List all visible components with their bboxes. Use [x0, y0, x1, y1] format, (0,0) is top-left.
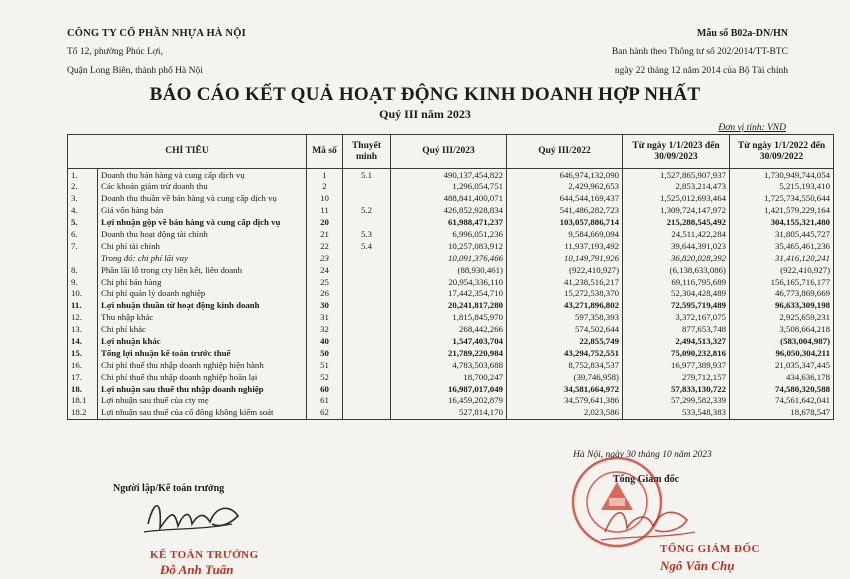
row-note: 5.1: [343, 169, 391, 181]
row-q3-2023: 4,783,503,688: [391, 359, 507, 371]
row-number: 3.: [68, 193, 98, 205]
row-number: 4.: [68, 205, 98, 217]
chief-accountant-stamp: KẾ TOÁN TRƯỞNG: [150, 549, 259, 561]
row-item: Chi phí bán hàng: [98, 276, 307, 288]
table-row: [68, 383, 834, 395]
row-ytd-2023: 3,372,167,075: [623, 312, 730, 324]
row-q3-2022: 9,584,669,094: [507, 228, 623, 240]
row-note: [343, 395, 391, 407]
row-q3-2023: 20,241,817,280: [391, 300, 507, 312]
row-ytd-2023: 16,977,389,937: [623, 359, 730, 371]
row-item: Phần lãi lỗ trong cty liên kết, liên doanh: [98, 264, 307, 276]
table-row: [68, 347, 834, 359]
row-q3-2022: 574,502,644: [507, 324, 623, 336]
row-code: 52: [307, 371, 343, 383]
row-code: 23: [307, 252, 343, 264]
row-number: 7.: [68, 240, 98, 252]
row-q3-2022: 8,752,834,537: [507, 359, 623, 371]
row-item: Các khoản giảm trừ doanh thu: [98, 181, 307, 193]
row-ytd-2022: 35,465,461,236: [730, 240, 834, 252]
col-header-ytd-2023: Từ ngày 1/1/2023 đến 30/09/2023: [623, 135, 730, 169]
currency-unit: Đơn vị tính: VND: [718, 123, 786, 133]
row-ytd-2022: (922,410,927): [730, 264, 834, 276]
row-code: 22: [307, 240, 343, 252]
row-code: 2: [307, 181, 343, 193]
row-q3-2022: 2,429,962,653: [507, 181, 623, 193]
report-title: BÁO CÁO KẾT QUẢ HOẠT ĐỘNG KINH DOANH HỢP NHẤT: [149, 84, 701, 105]
row-ytd-2022: 5,215,193,410: [730, 181, 834, 193]
row-code: 24: [307, 264, 343, 276]
row-note: 5.4: [343, 240, 391, 252]
row-ytd-2023: 57,833,130,722: [623, 383, 730, 395]
row-ytd-2022: 31,416,120,241: [730, 252, 834, 264]
row-q3-2022: 41,238,516,217: [507, 276, 623, 288]
row-code: 51: [307, 359, 343, 371]
table-row: [68, 228, 834, 240]
row-ytd-2022: 74,561,642,041: [730, 395, 834, 407]
row-ytd-2022: 96,633,309,198: [730, 300, 834, 312]
row-q3-2023: 61,988,471,237: [391, 217, 507, 229]
director-signature: [595, 498, 705, 546]
director-title: Tổng Giám đốc: [613, 474, 680, 485]
row-q3-2023: 1,815,845,970: [391, 312, 507, 324]
row-q3-2023: 1,296,054,751: [391, 181, 507, 193]
row-note: [343, 252, 391, 264]
row-q3-2023: 1,547,403,704: [391, 335, 507, 347]
row-q3-2023: 16,987,017,049: [391, 383, 507, 395]
row-q3-2023: 16,459,202,879: [391, 395, 507, 407]
row-note: [343, 276, 391, 288]
row-ytd-2023: 36,820,028,392: [623, 252, 730, 264]
col-header-item: CHỈ TIÊU: [68, 135, 307, 169]
row-item: Lợi nhuận sau thuế của cổ đông không kiểm soát: [98, 407, 307, 419]
row-item: Chi phí thuế thu nhập doanh nghiệp hoãn lại: [98, 371, 307, 383]
row-code: 32: [307, 324, 343, 336]
row-q3-2023: 17,442,354,710: [391, 288, 507, 300]
row-ytd-2023: 72,595,719,489: [623, 300, 730, 312]
table-row: [68, 312, 834, 324]
row-note: [343, 217, 391, 229]
row-ytd-2023: (6,138,633,086): [623, 264, 730, 276]
row-code: 10: [307, 193, 343, 205]
row-note: [343, 359, 391, 371]
row-code: 30: [307, 300, 343, 312]
table-row: [68, 169, 834, 181]
row-ytd-2023: 69,116,795,689: [623, 276, 730, 288]
row-ytd-2023: 1,309,724,147,972: [623, 205, 730, 217]
form-issued-line2: ngày 22 tháng 12 năm 2014 của Bộ Tài chính: [614, 66, 788, 76]
row-q3-2022: 10,149,791,926: [507, 252, 623, 264]
row-ytd-2022: 21,035,347,445: [730, 359, 834, 371]
row-note: 5.2: [343, 205, 391, 217]
row-ytd-2022: 156,165,716,177: [730, 276, 834, 288]
row-number: 16.: [68, 359, 98, 371]
chief-accountant-name: Đỗ Anh Tuấn: [160, 562, 234, 577]
row-q3-2022: 34,579,641,386: [507, 395, 623, 407]
row-code: 60: [307, 383, 343, 395]
row-item: Doanh thu bán hàng và cung cấp dịch vụ: [98, 169, 307, 181]
row-ytd-2023: 1,527,865,907,937: [623, 169, 730, 181]
place-date: Hà Nội, ngày 30 tháng 10 năm 2023: [573, 450, 712, 460]
table-row: [68, 252, 834, 264]
row-ytd-2022: 1,421,579,229,164: [730, 205, 834, 217]
row-q3-2022: 43,294,752,551: [507, 347, 623, 359]
col-header-note: Thuyết minh: [343, 135, 391, 169]
form-number: Mẫu số B02a-DN/HN: [696, 28, 788, 39]
row-note: [343, 193, 391, 205]
row-ytd-2022: (583,004,987): [730, 335, 834, 347]
row-ytd-2023: 877,653,748: [623, 324, 730, 336]
row-number: 1.: [68, 169, 98, 181]
row-code: 1: [307, 169, 343, 181]
row-note: [343, 300, 391, 312]
table-row: [68, 359, 834, 371]
row-ytd-2022: 3,508,664,218: [730, 324, 834, 336]
row-item: Chi phí khác: [98, 324, 307, 336]
row-note: [343, 324, 391, 336]
row-number: 18.2: [68, 407, 98, 419]
row-q3-2023: 10,091,376,466: [391, 252, 507, 264]
row-note: [343, 407, 391, 419]
row-number: 17.: [68, 371, 98, 383]
company-address-line2: Quận Long Biên, thành phố Hà Nội: [67, 66, 203, 76]
row-note: [343, 335, 391, 347]
row-ytd-2023: 24,511,422,284: [623, 228, 730, 240]
row-number: 2.: [68, 181, 98, 193]
table-row: [68, 193, 834, 205]
row-number: 14.: [68, 335, 98, 347]
row-q3-2023: 488,841,400,071: [391, 193, 507, 205]
form-issued-line1: Ban hành theo Thông tư số 202/2014/TT-BTC: [611, 47, 788, 57]
table-row: [68, 300, 834, 312]
row-q3-2022: 646,974,132,090: [507, 169, 623, 181]
row-number: 15.: [68, 347, 98, 359]
row-code: 11: [307, 205, 343, 217]
row-ytd-2023: 533,548,383: [623, 407, 730, 419]
row-q3-2022: 22,855,749: [507, 335, 623, 347]
row-q3-2023: 490,137,454,822: [391, 169, 507, 181]
row-code: 20: [307, 217, 343, 229]
row-code: 40: [307, 335, 343, 347]
row-ytd-2022: 74,580,320,588: [730, 383, 834, 395]
row-ytd-2022: 46,773,869,669: [730, 288, 834, 300]
row-q3-2023: (88,930,461): [391, 264, 507, 276]
row-ytd-2023: 2,853,214,473: [623, 181, 730, 193]
row-q3-2023: 6,996,051,236: [391, 228, 507, 240]
row-q3-2023: 268,442,266: [391, 324, 507, 336]
row-item: Doanh thu hoạt động tài chính: [98, 228, 307, 240]
row-item: Lợi nhuận khác: [98, 335, 307, 347]
row-number: 10.: [68, 288, 98, 300]
row-q3-2023: 18,700,247: [391, 371, 507, 383]
row-q3-2022: 11,937,193,492: [507, 240, 623, 252]
row-q3-2022: 34,581,664,972: [507, 383, 623, 395]
row-item: Trong đó: chi phí lãi vay: [98, 252, 307, 264]
table-row: [68, 407, 834, 419]
row-number: 6.: [68, 228, 98, 240]
row-ytd-2022: 18,678,547: [730, 407, 834, 419]
col-header-q3-2022: Quý III/2022: [507, 135, 623, 169]
row-ytd-2023: 215,288,545,492: [623, 217, 730, 229]
row-q3-2022: (39,746,958): [507, 371, 623, 383]
table-row: [68, 288, 834, 300]
row-q3-2022: 541,486,282,723: [507, 205, 623, 217]
row-code: 31: [307, 312, 343, 324]
row-code: 21: [307, 228, 343, 240]
row-ytd-2022: 1,730,949,744,054: [730, 169, 834, 181]
preparer-title: Người lập/Kế toán trưởng: [113, 483, 225, 494]
row-q3-2022: 644,544,169,437: [507, 193, 623, 205]
row-ytd-2023: 2,494,513,327: [623, 335, 730, 347]
row-code: 61: [307, 395, 343, 407]
director-name: Ngô Văn Chụ: [660, 558, 735, 573]
col-header-ytd-2022: Từ ngày 1/1/2022 đến 30/09/2022: [730, 135, 834, 169]
row-q3-2022: 15,272,538,370: [507, 288, 623, 300]
row-code: 26: [307, 288, 343, 300]
row-code: 25: [307, 276, 343, 288]
table-row: [68, 240, 834, 252]
income-statement-table: [67, 134, 834, 420]
table-row: [68, 181, 834, 193]
row-q3-2023: 426,852,928,834: [391, 205, 507, 217]
table-header-row: [68, 135, 834, 169]
row-item: Giá vốn hàng bán: [98, 205, 307, 217]
table-row: [68, 371, 834, 383]
row-ytd-2022: 1,725,734,550,644: [730, 193, 834, 205]
table-row: [68, 335, 834, 347]
row-number: 5.: [68, 217, 98, 229]
table-row: [68, 217, 834, 229]
row-number: 18.1: [68, 395, 98, 407]
row-item: Lợi nhuận sau thuế thu nhập doanh nghiệp: [98, 383, 307, 395]
row-q3-2022: 2,023,586: [507, 407, 623, 419]
row-ytd-2023: 279,712,157: [623, 371, 730, 383]
row-number: 11.: [68, 300, 98, 312]
table-row: [68, 264, 834, 276]
row-number: 18.: [68, 383, 98, 395]
row-number: 8.: [68, 264, 98, 276]
row-item: Chi phí thuế thu nhập doanh nghiệp hiện hành: [98, 359, 307, 371]
report-period: Quý III năm 2023: [379, 107, 471, 121]
row-ytd-2023: 1,525,012,693,464: [623, 193, 730, 205]
preparer-signature: [140, 494, 250, 539]
row-item: Lợi nhuận gộp về bán hàng và cung cấp dịch vụ: [98, 217, 307, 229]
company-name: CÔNG TY CỔ PHẦN NHỰA HÀ NỘI: [67, 28, 246, 39]
row-item: Tổng lợi nhuận kế toán trước thuế: [98, 347, 307, 359]
row-q3-2022: 43,271,896,802: [507, 300, 623, 312]
row-q3-2023: 10,257,083,912: [391, 240, 507, 252]
col-header-code: Mã số: [307, 135, 343, 169]
table-row: [68, 205, 834, 217]
row-q3-2022: 597,358,393: [507, 312, 623, 324]
col-header-q3-2023: Quý III/2023: [391, 135, 507, 169]
row-ytd-2022: 2,925,659,231: [730, 312, 834, 324]
row-note: [343, 371, 391, 383]
row-ytd-2022: 434,636,178: [730, 371, 834, 383]
row-q3-2023: 21,789,220,984: [391, 347, 507, 359]
row-item: Chi phí tài chính: [98, 240, 307, 252]
row-q3-2022: (922,410,927): [507, 264, 623, 276]
table-row: [68, 395, 834, 407]
row-note: [343, 264, 391, 276]
row-note: [343, 181, 391, 193]
row-number: 12.: [68, 312, 98, 324]
table-row: [68, 276, 834, 288]
row-ytd-2023: 39,644,391,023: [623, 240, 730, 252]
row-ytd-2022: 31,805,445,727: [730, 228, 834, 240]
row-item: Thu nhập khác: [98, 312, 307, 324]
row-code: 62: [307, 407, 343, 419]
row-note: [343, 383, 391, 395]
row-q3-2022: 103,057,886,714: [507, 217, 623, 229]
row-item: Chi phí quản lý doanh nghiệp: [98, 288, 307, 300]
row-number: [68, 252, 98, 264]
row-q3-2023: 20,954,336,110: [391, 276, 507, 288]
row-item: Doanh thu thuần về bán hàng và cung cấp dịch vụ: [98, 193, 307, 205]
row-ytd-2022: 96,050,304,211: [730, 347, 834, 359]
row-ytd-2023: 57,299,582,339: [623, 395, 730, 407]
row-q3-2023: 527,814,170: [391, 407, 507, 419]
row-item: Lợi nhuận sau thuế của cty mẹ: [98, 395, 307, 407]
row-ytd-2023: 75,090,232,816: [623, 347, 730, 359]
row-note: 5.3: [343, 228, 391, 240]
director-stamp: TỔNG GIÁM ĐỐC: [660, 543, 760, 555]
row-note: [343, 288, 391, 300]
company-address-line1: Tổ 12, phường Phúc Lợi,: [67, 47, 163, 57]
row-number: 9.: [68, 276, 98, 288]
row-ytd-2023: 52,304,428,489: [623, 288, 730, 300]
row-note: [343, 347, 391, 359]
row-item: Lợi nhuận thuần từ hoạt động kinh doanh: [98, 300, 307, 312]
table-row: [68, 324, 834, 336]
row-code: 50: [307, 347, 343, 359]
row-number: 13.: [68, 324, 98, 336]
row-note: [343, 312, 391, 324]
row-ytd-2022: 304,155,321,480: [730, 217, 834, 229]
